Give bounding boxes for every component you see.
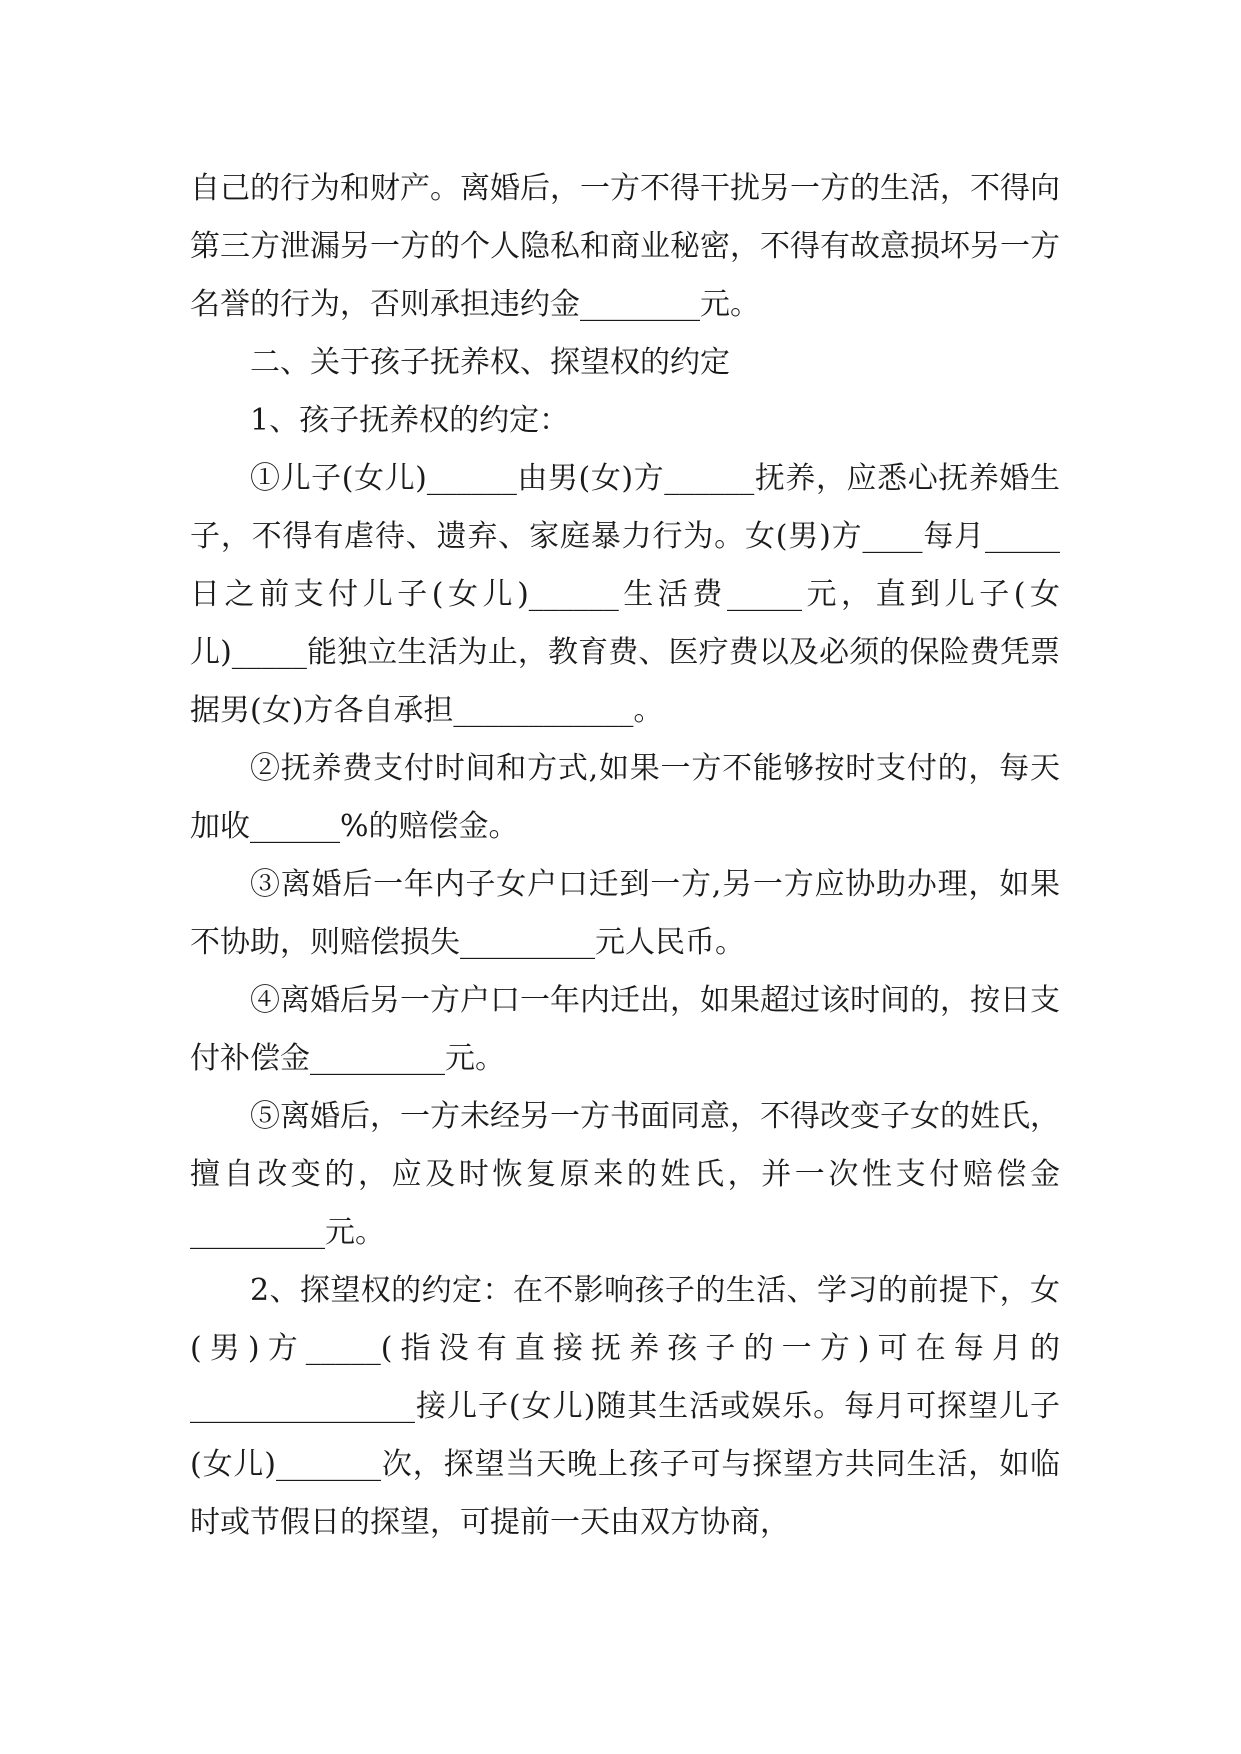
subsection-heading-custody: 1、孩子抚养权的约定： (250, 403, 570, 438)
clause-custody-2: ②抚养费支付时间和方式,如果一方不能够按时支付的，每天加收______%的赔偿金。 (190, 751, 1060, 844)
clause-custody-3: ③离婚后一年内子女户口迁到一方,另一方应协助办理，如果不协助，则赔偿损失_________元人民币。 (190, 867, 1060, 960)
paragraph-obligations-continued: 自己的行为和财产。离婚后，一方不得干扰另一方的生活，不得向第三方泄漏另一方的个人隐私和商业秘密，不得有故意损坏另一方名誉的行为，否则承担违约金________元。 (190, 171, 1060, 322)
subsection-visitation: 2、探望权的约定：在不影响孩子的生活、学习的前提下，女(男)方_____(指没有直接抚养孩子的一方)可在每月的_______________接儿子(女儿)随其生活或娱乐。每月可探望儿子(女儿)_______次，探望当天晚上孩子可与探望方共同生活，如临时或节假日的探望，可提前一天由双方协商， (190, 1273, 1060, 1540)
document-body (190, 160, 1060, 1552)
clause-custody-1: ①儿子(女儿)______由男(女)方______抚养，应悉心抚养婚生子，不得有虐待、遗弃、家庭暴力行为。女(男)方____每月_____日之前支付儿子(女儿)______生活费_____元，直到儿子(女儿)_____能独立生活为止，教育费、医疗费以及必须的保险费凭票据男(女)方各自承担____________。 (190, 461, 1060, 728)
section-heading-custody-visitation: 二、关于孩子抚养权、探望权的约定 (250, 345, 730, 380)
clause-custody-5: ⑤离婚后，一方未经另一方书面同意，不得改变子女的姓氏，擅自改变的，应及时恢复原来的姓氏，并一次性支付赔偿金_________元。 (190, 1099, 1060, 1250)
clause-custody-4: ④离婚后另一方户口一年内迁出，如果超过该时间的，按日支付补偿金_________元。 (190, 983, 1060, 1076)
